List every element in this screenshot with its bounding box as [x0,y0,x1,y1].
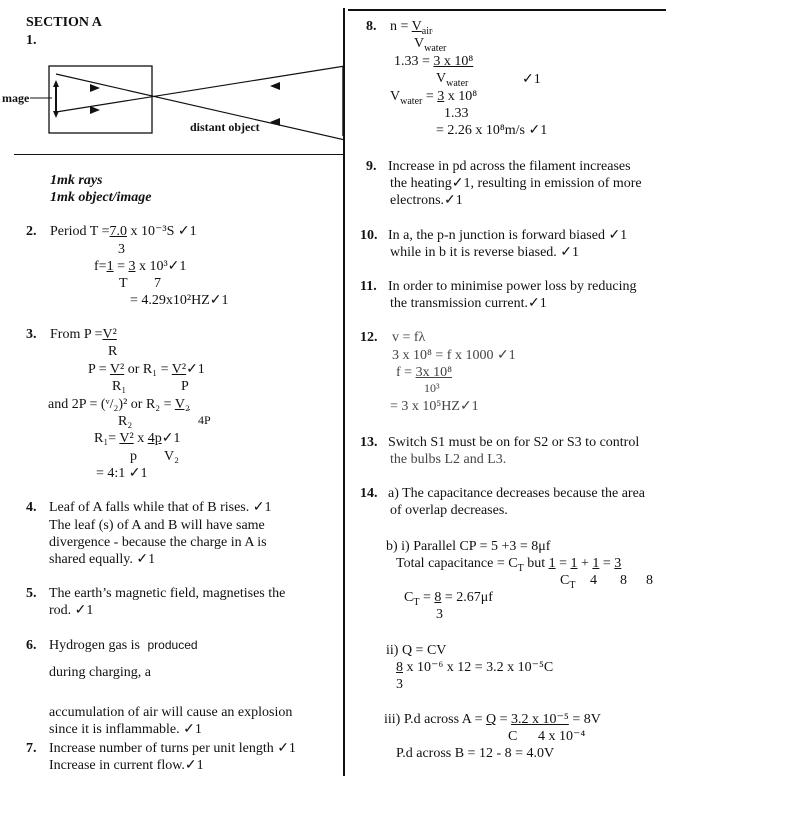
q14-ct-eq: = [419,590,435,605]
q6-number: 6. [26,638,37,653]
q14-iii1 [384,712,601,728]
q14-iii-res: = 8V [568,712,601,727]
q14-iii-eq: = [496,712,512,727]
q12-number: 12. [360,330,378,345]
q8-water2: water [446,77,469,89]
q12-l3b: 3x 10⁸ [415,365,452,380]
q2-f-3: 3 [128,259,136,274]
q14-b2-1c: 1 [592,556,600,571]
q8-n-text: n = [390,19,412,34]
q14-a1: a) The capacitance decreases because the area [388,486,646,501]
q14-b2-8a: 8 [620,573,627,588]
q3-tick2: ✓1 [161,431,181,446]
q5-line1: The earth’s magnetic field, magnetises the [49,586,286,601]
q4-line3: divergence - because the charge in A is [49,535,267,550]
q8-water3: water [400,95,423,107]
q3-v2e: V₂ [164,449,179,464]
q9-line3: electrons.✓1 [390,193,463,208]
q3-eq1 [88,362,205,378]
q14-b2-1b: 1 [570,556,578,571]
q3-4p: 4P [198,413,211,427]
q3-v2b: V² [171,362,187,377]
q14-number: 14. [360,486,378,501]
q3-p-den: P [181,379,189,394]
q7-line1: Increase number of turns per unit length ✓1 [49,741,296,756]
q3-or1: or R₁ = [124,362,172,377]
q12-l3a: f = [396,365,416,380]
q8-result: = 2.26 x 10⁸m/s ✓1 [436,123,548,138]
q2-f-1: 1 [106,259,114,274]
q4-line1: Leaf of A falls while that of B rises. ✓1 [49,500,272,515]
q2-frequency [94,259,186,275]
q13-line1: Switch S1 must be on for S2 or S3 to control [388,435,640,450]
q5-line2: rod. ✓1 [49,603,94,618]
ray-diagram [0,60,345,140]
q3-from-r: R [108,344,118,359]
top-rule [348,9,666,11]
q14-b2-4: 4 [590,573,597,588]
q6-line1-a: Hydrogen gas is [49,638,140,653]
q8-l2a: 1.33 = [394,54,434,69]
q14-b2-ct-sub: T [569,579,576,591]
q3-eq2 [48,397,190,413]
q4-line4: shared equally. ✓1 [49,552,156,567]
q14-b2b: but [523,556,549,571]
q8-vwater2 [436,71,468,89]
q2-number: 2. [26,224,37,239]
q3-4p2: 4p [147,431,162,446]
q2-f: f= [94,259,107,274]
q8-x108: x 10⁸ [444,89,478,104]
q8-den: 1.33 [444,106,469,121]
q10-line2: while in b it is reverse biased. ✓1 [390,245,580,260]
q4-line2: The leaf (s) of A and B will have same [49,518,265,533]
q12-line1: v = fλ [392,330,426,345]
q14-b2 [396,556,621,574]
q12-line3 [396,365,452,381]
q6-line3: accumulation of air will cause an explosion [49,705,293,720]
q5-number: 5. [26,586,37,601]
q3-tick1: ✓1 [186,362,205,377]
q1-mark-rays: 1mk rays [50,173,103,188]
q3-p2: p [130,449,137,464]
q14-iii-q: Q [486,712,497,727]
q9-line1: Increase in pd across the filament increases [388,159,631,174]
q11-line1: In order to minimise power loss by reducing [388,279,637,294]
q3-r1eq: R₁= [94,431,120,446]
q14-a2: of overlap decreases. [390,503,508,518]
q14-b2-3: 3 [614,556,622,571]
q8-n [390,19,432,37]
q3-p-eq: P = [88,362,110,377]
ray-lower [56,66,345,112]
q14-b2-plus: + [577,556,593,571]
q8-eq3: = [422,89,438,104]
q8-vw: V [414,36,425,51]
q8-vw2: V [436,71,447,86]
section-divider [14,154,344,155]
q8-number: 8. [366,19,377,34]
q14-ct-8: 8 [434,590,442,605]
q12-line5: = 3 x 10⁵HZ✓1 [390,399,479,414]
q14-iii2: P.d across B = 12 - 8 = 4.0V [396,746,555,761]
q2-denominator: 3 [118,242,125,257]
q14-ct [404,590,493,608]
q2-period-unit: x 10⁻³S ✓1 [127,224,197,239]
q13-number: 13. [360,435,378,450]
q8-vwater [414,36,446,54]
q1-number: 1. [26,33,37,48]
q3-x: x [133,431,148,446]
q2-result: = 4.29x10²HZ✓1 [130,293,229,308]
q14-b2-1a: 1 [548,556,556,571]
q14-ii2b: x 10⁻⁶ x 12 = 3.2 x 10⁻⁵C [403,660,554,675]
q2-period-text: Period T = [50,224,110,239]
q2-T: T [119,276,128,291]
q14-b2-ct [560,573,575,591]
q14-ct-a: C [404,590,414,605]
q3-eq3 [94,431,180,447]
q14-b2-ct-c: C [560,573,570,588]
q14-b2-eq1: = [555,556,571,571]
q14-ii3: 3 [396,677,403,692]
q8-air: air [421,25,433,37]
q2-7: 7 [154,276,161,291]
q14-b2-eq2: = [599,556,615,571]
q2-period [50,224,197,240]
q11-number: 11. [360,279,377,294]
q3-r1: R₁ [112,379,127,394]
q7-line2: Increase in current flow.✓1 [49,758,204,773]
q6-line2: during charging, a [49,665,151,680]
q3-and: and 2P = (ᵛ/₂)² or R₂ = [48,397,175,412]
q10-line1: In a, the p-n junction is forward biased ✓1 [388,228,628,243]
q8-water: water [424,42,447,54]
q6-line1-b: produced [147,638,198,652]
q6-line1 [49,638,198,654]
section-title: SECTION A [26,15,102,30]
q3-from-text: From P = [50,327,103,342]
q14-ii2a: 8 [396,660,403,675]
q14-iii1a: iii) P.d across A = [384,712,487,727]
q9-line2: the heating✓1, resulting in emission of more [390,176,642,191]
q3-v2d: V² [119,431,134,446]
q14-b2a: Total capacitance = C [396,556,518,571]
q3-number: 3. [26,327,37,342]
q2-f-x: x 10³✓1 [135,259,187,274]
q8-vw3: V [390,89,401,104]
image-label: mage [2,91,30,105]
q3-from-v: V² [102,327,117,342]
q14-ii1: ii) Q = CV [386,643,447,658]
q3-r2: R₂ [118,414,133,429]
q8-tick: ✓1 [522,72,541,87]
q3-v2c: V₂ [174,397,190,412]
q12-line4: 10³ [424,381,440,395]
q13-line2: the bulbs L2 and L3. [390,452,507,467]
q14-ct-res: = 2.67μf [441,590,493,605]
q14-b1: b) i) Parallel CP = 5 +3 = 8μf [386,539,551,554]
q2-period-num: 7.0 [109,224,127,239]
q10-number: 10. [360,228,378,243]
q14-ct-3: 3 [436,607,443,622]
q14-iii-c: C [508,729,518,744]
q8-vair: V [411,19,422,34]
q14-ii2 [396,660,553,676]
object-label: distant object [190,120,260,134]
q8-line2 [394,54,473,70]
q8-line3 [390,89,477,107]
q14-b2sub: T [517,562,524,574]
q7-number: 7. [26,741,37,756]
q3-from [50,327,117,343]
q4-number: 4. [26,500,37,515]
q1-mark-object: 1mk object/image [50,190,152,205]
q9-number: 9. [366,159,377,174]
q14-iii-den: 4 x 10⁻⁴ [538,729,586,744]
q6-line4: since it is inflammable. ✓1 [49,722,202,737]
q11-line2: the transmission current.✓1 [390,296,547,311]
q8-three: 3 [437,89,445,104]
q14-iii-num: 3.2 x 10⁻⁵ [511,712,569,727]
q14-ct-sub: T [413,596,420,608]
q3-v2a: V² [109,362,125,377]
q14-b2-8b: 8 [646,573,653,588]
q2-f-eq: = [113,259,129,274]
q12-line2: 3 x 10⁸ = f x 1000 ✓1 [392,348,516,363]
q8-l2b: 3 x 10⁸ [433,54,474,69]
q3-ratio: = 4:1 ✓1 [96,466,148,481]
